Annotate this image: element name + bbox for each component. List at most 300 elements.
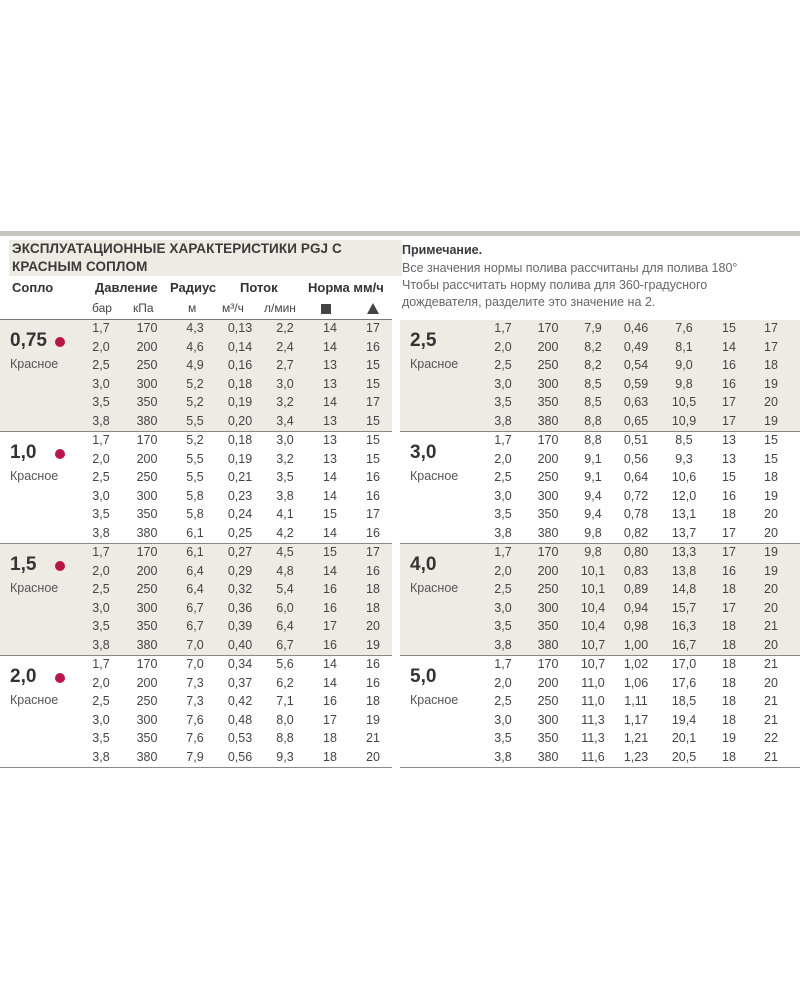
table-row bbox=[0, 526, 392, 545]
table-cell: 170 bbox=[136, 321, 158, 335]
table-cell: 10,4 bbox=[580, 600, 606, 615]
table-cell: 5,8 bbox=[186, 507, 204, 522]
table-cell: 0,25 bbox=[227, 526, 253, 540]
table-cell: 7,3 bbox=[186, 675, 204, 690]
table-cell: 15 bbox=[366, 376, 380, 391]
table-cell: 19,4 bbox=[671, 712, 697, 727]
table-cell: 17 bbox=[366, 321, 380, 335]
table-row bbox=[400, 433, 800, 452]
nozzle-color-label: Красное bbox=[10, 693, 59, 707]
table-cell: 170 bbox=[537, 657, 559, 671]
table-cell: 7,6 bbox=[186, 731, 204, 746]
table-row bbox=[0, 507, 392, 526]
table-cell: 7,0 bbox=[186, 657, 204, 671]
table-row bbox=[0, 414, 392, 433]
table-cell: 10,7 bbox=[580, 638, 606, 652]
table-cell: 18 bbox=[722, 582, 736, 597]
table-cell: 0,49 bbox=[623, 339, 649, 354]
table-cell: 7,9 bbox=[186, 750, 204, 764]
table-cell: 0,13 bbox=[227, 321, 253, 335]
table-cell: 17 bbox=[366, 545, 380, 559]
table-row bbox=[400, 750, 800, 769]
table-cell: 10,6 bbox=[671, 470, 697, 485]
table-cell: 200 bbox=[537, 563, 559, 578]
header-rate: Норма мм/ч bbox=[308, 280, 384, 295]
table-cell: 15 bbox=[764, 451, 778, 466]
table-cell: 3,5 bbox=[92, 395, 110, 410]
table-row bbox=[0, 340, 392, 359]
table-cell: 10,4 bbox=[580, 619, 606, 634]
table-row bbox=[400, 564, 800, 583]
table-cell: 15,7 bbox=[671, 600, 697, 615]
header-radius: Радиус bbox=[170, 280, 217, 295]
table-cell: 1,7 bbox=[92, 321, 110, 335]
table-row bbox=[400, 694, 800, 713]
table-cell: 2,4 bbox=[276, 339, 294, 354]
table-cell: 1,7 bbox=[92, 433, 110, 447]
table-cell: 15 bbox=[323, 507, 337, 522]
table-cell: 16 bbox=[366, 488, 380, 503]
table-cell: 18 bbox=[722, 638, 736, 652]
table-row bbox=[0, 545, 392, 564]
table-cell: 15 bbox=[366, 433, 380, 447]
table-cell: 6,2 bbox=[276, 675, 294, 690]
table-cell: 3,5 bbox=[92, 507, 110, 522]
table-cell: 3,8 bbox=[494, 750, 512, 764]
table-cell: 3,5 bbox=[92, 731, 110, 746]
table-cell: 19 bbox=[366, 712, 380, 727]
table-cell: 0,20 bbox=[227, 414, 253, 428]
table-cell: 300 bbox=[537, 376, 559, 391]
table-cell: 18 bbox=[323, 750, 337, 764]
unit-m: м bbox=[188, 301, 197, 315]
table-cell: 15 bbox=[323, 545, 337, 559]
table-cell: 350 bbox=[537, 395, 559, 410]
table-cell: 19 bbox=[764, 488, 778, 503]
table-cell: 18 bbox=[722, 712, 736, 727]
table-cell: 0,21 bbox=[227, 470, 253, 485]
table-cell: 350 bbox=[136, 731, 158, 746]
table-cell: 9,8 bbox=[584, 545, 602, 559]
table-row bbox=[400, 377, 800, 396]
table-cell: 250 bbox=[537, 358, 559, 373]
table-cell: 5,2 bbox=[186, 395, 204, 410]
table-cell: 7,6 bbox=[186, 712, 204, 727]
table-cell: 1,06 bbox=[623, 675, 649, 690]
table-cell: 13,1 bbox=[671, 507, 697, 522]
nozzle-size: 3,0 bbox=[410, 442, 437, 463]
table-cell: 16,7 bbox=[671, 638, 697, 652]
table-cell: 4,6 bbox=[186, 339, 204, 354]
table-cell: 10,1 bbox=[580, 582, 606, 597]
table-row bbox=[0, 619, 392, 638]
table-cell: 18 bbox=[366, 582, 380, 597]
table-cell: 7,6 bbox=[675, 321, 693, 335]
table-cell: 1,02 bbox=[623, 657, 649, 671]
table-cell: 20 bbox=[366, 750, 380, 764]
table-cell: 17,0 bbox=[671, 657, 697, 671]
table-cell: 9,1 bbox=[584, 451, 602, 466]
table-cell: 9,8 bbox=[584, 526, 602, 540]
table-cell: 16 bbox=[722, 488, 736, 503]
table-cell: 13 bbox=[323, 358, 337, 373]
table-cell: 9,3 bbox=[276, 750, 294, 764]
nozzle-group-1-5 bbox=[0, 544, 392, 656]
table-cell: 350 bbox=[136, 395, 158, 410]
nozzle-group-1-0 bbox=[0, 432, 392, 544]
table-cell: 9,8 bbox=[675, 376, 693, 391]
table-cell: 18 bbox=[722, 619, 736, 634]
table-cell: 3,8 bbox=[92, 638, 110, 652]
table-row bbox=[400, 545, 800, 564]
table-cell: 21 bbox=[366, 731, 380, 746]
table-row bbox=[0, 676, 392, 695]
table-cell: 200 bbox=[537, 451, 559, 466]
table-cell: 16,3 bbox=[671, 619, 697, 634]
table-cell: 3,8 bbox=[494, 526, 512, 540]
table-cell: 3,8 bbox=[494, 638, 512, 652]
table-row bbox=[400, 713, 800, 732]
table-cell: 350 bbox=[136, 507, 158, 522]
table-cell: 17 bbox=[323, 619, 337, 634]
table-cell: 8,1 bbox=[675, 339, 693, 354]
table-cell: 300 bbox=[136, 376, 158, 391]
table-cell: 1,7 bbox=[92, 657, 110, 671]
table-cell: 3,0 bbox=[92, 712, 110, 727]
table-row bbox=[0, 638, 392, 657]
square-icon bbox=[321, 304, 331, 314]
table-cell: 16 bbox=[323, 638, 337, 652]
table-cell: 20 bbox=[764, 638, 778, 652]
table-cell: 0,80 bbox=[623, 545, 649, 559]
table-row bbox=[0, 694, 392, 713]
table-cell: 21 bbox=[764, 694, 778, 709]
table-cell: 4,5 bbox=[276, 545, 294, 559]
nozzle-group-0-75 bbox=[0, 320, 392, 432]
table-cell: 250 bbox=[136, 358, 158, 373]
table-cell: 8,5 bbox=[584, 395, 602, 410]
table-cell: 3,0 bbox=[276, 376, 294, 391]
table-cell: 3,5 bbox=[494, 395, 512, 410]
table-cell: 13 bbox=[323, 451, 337, 466]
table-cell: 16 bbox=[722, 563, 736, 578]
table-cell: 6,7 bbox=[186, 619, 204, 634]
unit-m3h: м³/ч bbox=[222, 301, 244, 315]
table-cell: 20,5 bbox=[671, 750, 697, 764]
table-cell: 3,2 bbox=[276, 395, 294, 410]
table-cell: 2,0 bbox=[494, 563, 512, 578]
table-cell: 13,7 bbox=[671, 526, 697, 540]
table-cell: 18 bbox=[764, 470, 778, 485]
table-row bbox=[400, 676, 800, 695]
unit-bar: бар bbox=[92, 301, 112, 315]
table-cell: 0,64 bbox=[623, 470, 649, 485]
table-cell: 3,0 bbox=[276, 433, 294, 447]
table-cell: 1,21 bbox=[623, 731, 649, 746]
table-cell: 16 bbox=[323, 600, 337, 615]
table-cell: 250 bbox=[136, 470, 158, 485]
table-cell: 3,8 bbox=[276, 488, 294, 503]
table-row bbox=[400, 452, 800, 471]
table-row bbox=[0, 657, 392, 676]
table-cell: 0,40 bbox=[227, 638, 253, 652]
note-title: Примечание. bbox=[402, 243, 483, 257]
nozzle-size: 0,75 bbox=[10, 330, 47, 351]
nozzle-size: 1,0 bbox=[10, 442, 37, 463]
table-cell: 0,72 bbox=[623, 488, 649, 503]
table-cell: 8,5 bbox=[584, 376, 602, 391]
table-row bbox=[400, 414, 800, 433]
table-cell: 2,0 bbox=[92, 451, 110, 466]
table-cell: 19 bbox=[722, 731, 736, 746]
note-line: Чтобы рассчитать норму полива для 360-градусного bbox=[402, 278, 708, 292]
table-cell: 380 bbox=[537, 414, 559, 428]
table-row bbox=[0, 470, 392, 489]
table-cell: 2,5 bbox=[92, 470, 110, 485]
table-cell: 9,1 bbox=[584, 470, 602, 485]
table-cell: 15 bbox=[366, 414, 380, 428]
nozzle-group-2-5 bbox=[400, 320, 800, 432]
table-cell: 16 bbox=[366, 675, 380, 690]
table-cell: 13,8 bbox=[671, 563, 697, 578]
table-cell: 2,7 bbox=[276, 358, 294, 373]
table-cell: 11,3 bbox=[581, 712, 605, 727]
table-cell: 5,6 bbox=[276, 657, 294, 671]
table-cell: 0,59 bbox=[623, 376, 649, 391]
table-cell: 300 bbox=[136, 488, 158, 503]
table-cell: 0,23 bbox=[227, 488, 253, 503]
table-cell: 14 bbox=[323, 470, 337, 485]
nozzle-group-2-0 bbox=[0, 656, 392, 768]
table-cell: 9,4 bbox=[584, 507, 602, 522]
unit-kpa: кПа bbox=[133, 301, 154, 315]
table-cell: 17 bbox=[323, 712, 337, 727]
table-cell: 0,82 bbox=[623, 526, 649, 540]
table-cell: 0,83 bbox=[623, 563, 649, 578]
table-cell: 380 bbox=[537, 750, 559, 764]
table-cell: 0,39 bbox=[227, 619, 253, 634]
nozzle-color-label: Красное bbox=[10, 581, 59, 595]
table-cell: 1,11 bbox=[624, 694, 648, 709]
table-cell: 6,4 bbox=[276, 619, 294, 634]
table-row bbox=[400, 489, 800, 508]
table-cell: 0,94 bbox=[623, 600, 649, 615]
table-cell: 2,0 bbox=[92, 563, 110, 578]
table-cell: 200 bbox=[537, 675, 559, 690]
table-cell: 3,8 bbox=[494, 414, 512, 428]
table-cell: 2,5 bbox=[92, 582, 110, 597]
table-row bbox=[0, 452, 392, 471]
table-cell: 12,0 bbox=[671, 488, 697, 503]
table-cell: 0,24 bbox=[227, 507, 253, 522]
table-row bbox=[0, 321, 392, 340]
table-row bbox=[400, 358, 800, 377]
table-cell: 8,8 bbox=[584, 414, 602, 428]
table-cell: 2,0 bbox=[494, 339, 512, 354]
table-cell: 11,6 bbox=[581, 750, 605, 764]
table-cell: 21 bbox=[764, 712, 778, 727]
table-cell: 3,2 bbox=[276, 451, 294, 466]
table-cell: 20 bbox=[764, 600, 778, 615]
nozzle-color-label: Красное bbox=[10, 469, 59, 483]
nozzle-size: 2,0 bbox=[10, 666, 37, 687]
table-cell: 8,5 bbox=[675, 433, 693, 447]
table-cell: 3,5 bbox=[276, 470, 294, 485]
table-cell: 1,7 bbox=[494, 433, 512, 447]
table-cell: 7,9 bbox=[584, 321, 602, 335]
table-row bbox=[400, 657, 800, 676]
table-cell: 9,0 bbox=[675, 358, 693, 373]
table-cell: 8,8 bbox=[584, 433, 602, 447]
nozzle-size: 2,5 bbox=[410, 330, 437, 351]
table-cell: 3,5 bbox=[494, 507, 512, 522]
table-cell: 0,89 bbox=[623, 582, 649, 597]
table-cell: 3,0 bbox=[92, 376, 110, 391]
table-cell: 300 bbox=[136, 600, 158, 615]
table-cell: 17 bbox=[722, 545, 736, 559]
note-line: Все значения нормы полива рассчитаны для полива 180° bbox=[402, 261, 738, 275]
table-cell: 9,3 bbox=[675, 451, 693, 466]
table-cell: 300 bbox=[537, 488, 559, 503]
table-row bbox=[400, 638, 800, 657]
table-cell: 15 bbox=[366, 358, 380, 373]
table-cell: 3,0 bbox=[494, 376, 512, 391]
nozzle-group-3-0 bbox=[400, 432, 800, 544]
table-cell: 0,16 bbox=[227, 358, 253, 373]
table-cell: 17,6 bbox=[671, 675, 697, 690]
table-cell: 20 bbox=[764, 582, 778, 597]
table-cell: 16 bbox=[366, 563, 380, 578]
table-cell: 0,42 bbox=[227, 694, 253, 709]
table-cell: 6,1 bbox=[186, 545, 204, 559]
table-cell: 13 bbox=[323, 433, 337, 447]
top-divider bbox=[0, 231, 800, 236]
table-cell: 0,36 bbox=[227, 600, 253, 615]
table-cell: 170 bbox=[537, 433, 559, 447]
table-cell: 17 bbox=[764, 321, 778, 335]
table-title: ЭКСПЛУАТАЦИОННЫЕ ХАРАКТЕРИСТИКИ PGJ С КРАСНЫМ СОПЛОМ bbox=[9, 240, 402, 276]
table-cell: 18 bbox=[323, 731, 337, 746]
table-cell: 20 bbox=[764, 526, 778, 540]
nozzle-color-label: Красное bbox=[410, 581, 459, 595]
table-cell: 0,56 bbox=[623, 451, 649, 466]
table-cell: 380 bbox=[537, 526, 559, 540]
table-cell: 13 bbox=[323, 376, 337, 391]
table-cell: 3,8 bbox=[92, 750, 110, 764]
table-cell: 0,19 bbox=[227, 451, 253, 466]
table-cell: 14 bbox=[323, 488, 337, 503]
table-cell: 350 bbox=[136, 619, 158, 634]
table-cell: 9,4 bbox=[584, 488, 602, 503]
table-cell: 19 bbox=[366, 638, 380, 652]
table-cell: 7,3 bbox=[186, 694, 204, 709]
table-cell: 3,0 bbox=[494, 600, 512, 615]
table-cell: 200 bbox=[537, 339, 559, 354]
table-cell: 16 bbox=[366, 657, 380, 671]
table-cell: 17 bbox=[722, 395, 736, 410]
table-cell: 5,2 bbox=[186, 433, 204, 447]
table-cell: 170 bbox=[537, 321, 559, 335]
nozzle-color-label: Красное bbox=[410, 693, 459, 707]
table-cell: 18 bbox=[722, 694, 736, 709]
table-row bbox=[0, 601, 392, 620]
table-cell: 250 bbox=[136, 694, 158, 709]
table-cell: 2,5 bbox=[494, 470, 512, 485]
nozzle-color-label: Красное bbox=[410, 357, 459, 371]
table-cell: 18 bbox=[722, 657, 736, 671]
table-cell: 0,34 bbox=[227, 657, 253, 671]
table-cell: 13 bbox=[323, 414, 337, 428]
table-cell: 18 bbox=[722, 507, 736, 522]
table-cell: 17 bbox=[722, 414, 736, 428]
table-cell: 10,1 bbox=[580, 563, 606, 578]
table-cell: 380 bbox=[136, 414, 158, 428]
table-cell: 20 bbox=[366, 619, 380, 634]
table-cell: 4,1 bbox=[276, 507, 294, 522]
nozzle-size: 4,0 bbox=[410, 554, 437, 575]
table-cell: 8,2 bbox=[584, 358, 602, 373]
table-cell: 17 bbox=[366, 507, 380, 522]
table-cell: 4,3 bbox=[186, 321, 204, 335]
table-cell: 300 bbox=[537, 712, 559, 727]
table-cell: 0,29 bbox=[227, 563, 253, 578]
table-cell: 10,5 bbox=[671, 395, 697, 410]
table-cell: 0,65 bbox=[623, 414, 649, 428]
table-cell: 5,8 bbox=[186, 488, 204, 503]
table-cell: 2,0 bbox=[92, 675, 110, 690]
table-row bbox=[400, 731, 800, 750]
table-cell: 16 bbox=[323, 694, 337, 709]
table-cell: 2,0 bbox=[92, 339, 110, 354]
header-pressure: Давление bbox=[95, 280, 158, 295]
nozzle-group-4-0 bbox=[400, 544, 800, 656]
table-cell: 7,1 bbox=[276, 694, 294, 709]
table-cell: 380 bbox=[136, 750, 158, 764]
table-cell: 16 bbox=[722, 358, 736, 373]
table-cell: 0,78 bbox=[623, 507, 649, 522]
table-cell: 17 bbox=[764, 339, 778, 354]
table-row bbox=[0, 395, 392, 414]
table-cell: 5,5 bbox=[186, 470, 204, 485]
table-row bbox=[0, 358, 392, 377]
table-cell: 14 bbox=[323, 339, 337, 354]
table-row bbox=[400, 619, 800, 638]
table-cell: 8,8 bbox=[276, 731, 294, 746]
table-cell: 21 bbox=[764, 619, 778, 634]
table-cell: 8,0 bbox=[276, 712, 294, 727]
table-cell: 5,5 bbox=[186, 414, 204, 428]
performance-table-section bbox=[0, 231, 800, 771]
table-cell: 250 bbox=[537, 470, 559, 485]
table-row bbox=[0, 713, 392, 732]
table-cell: 20,1 bbox=[671, 731, 697, 746]
table-cell: 14 bbox=[323, 563, 337, 578]
table-cell: 0,63 bbox=[623, 395, 649, 410]
table-cell: 3,8 bbox=[92, 526, 110, 540]
table-cell: 350 bbox=[537, 507, 559, 522]
table-row bbox=[400, 321, 800, 340]
table-cell: 3,4 bbox=[276, 414, 294, 428]
table-cell: 250 bbox=[136, 582, 158, 597]
table-cell: 0,18 bbox=[227, 376, 253, 391]
table-cell: 11,0 bbox=[581, 694, 605, 709]
table-cell: 2,5 bbox=[494, 694, 512, 709]
table-cell: 19 bbox=[764, 545, 778, 559]
table-cell: 2,0 bbox=[494, 451, 512, 466]
table-cell: 15 bbox=[764, 433, 778, 447]
table-cell: 14 bbox=[323, 395, 337, 410]
table-cell: 10,7 bbox=[580, 657, 606, 671]
